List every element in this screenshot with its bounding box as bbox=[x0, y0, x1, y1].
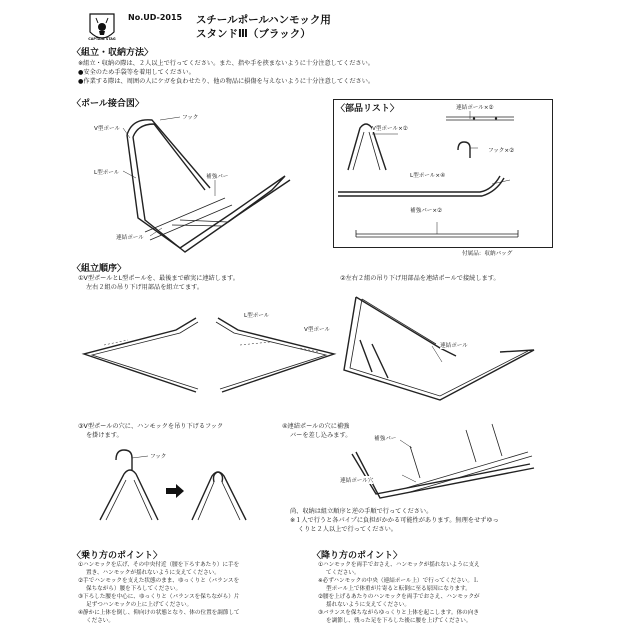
riding-line: ください。 bbox=[86, 618, 114, 624]
storage-note: くりと２人以上で行ってください。 bbox=[298, 526, 397, 533]
model-number: No.UD-2015 bbox=[128, 13, 183, 22]
v-pole-label: V型ポール bbox=[94, 126, 121, 132]
parts-l-pole-label: L型ポール×④ bbox=[410, 173, 446, 179]
storage-note: 尚、収納は組立順序と逆の手順で行ってください。 bbox=[290, 508, 433, 515]
step3-hook-label: フック bbox=[150, 454, 167, 460]
assembly-note: ●作業する際は、周囲の人にケガを負わせたり、他の物品に損傷を与えないように十分注意してください。 bbox=[78, 78, 375, 85]
riding-line: ①ハンモックを広げ、その中央付近（腰を下ろすあたり）に手を bbox=[78, 562, 240, 568]
connector-label: 連結ポール bbox=[116, 235, 144, 241]
assembly-note: ●安全のため手袋等を着用してください。 bbox=[78, 69, 195, 76]
accessory-note: 付属品：収納バッグ bbox=[462, 251, 513, 257]
riding-heading: 〈乗り方のポイント〉 bbox=[72, 551, 163, 561]
joint-diagram-heading: 〈ポール接合図〉 bbox=[72, 99, 144, 109]
step1-v-pole-label: V型ポール bbox=[304, 327, 331, 333]
step4-text: ④連結ポールの穴に補強 bbox=[282, 423, 350, 430]
exiting-line: を調節し、残った足を下ろした後に腰を上げてください。 bbox=[326, 618, 472, 624]
riding-line: ②手でハンモックを支えた状態のまま、ゆっくりと（バランスを bbox=[78, 578, 240, 584]
exiting-line: ③バランスを保ちながらゆっくりと上体を起こします。体の向き bbox=[318, 610, 479, 616]
step4-text: バーを差し込みます。 bbox=[290, 432, 352, 439]
exiting-line: 型ポール上で体重が片寄ると転倒に至る原因になります。 bbox=[326, 586, 471, 592]
hook-label: フック bbox=[182, 115, 199, 121]
exiting-line: 揺れないように支えてください。 bbox=[326, 602, 410, 608]
exiting-line: てください。 bbox=[326, 570, 360, 576]
step2-text: ②左右２組の吊り下げ用部品を連結ポールで接続します。 bbox=[340, 275, 500, 282]
parts-v-pole-label: V型ポール×② bbox=[372, 126, 408, 132]
brace-label: 補強バー bbox=[206, 174, 229, 180]
riding-line: 保ちながら）腰を下ろしてください。 bbox=[86, 586, 182, 592]
exiting-line: ①ハンモックを両手でおさえ、ハンモックが揺れないように支え bbox=[318, 562, 480, 568]
riding-line: 置き、ハンモックが揺れないように支えてください。 bbox=[86, 570, 220, 576]
parts-brace-label: 補強バー×② bbox=[410, 208, 443, 214]
exiting-line: ②腰を上げるあたりのハンモックを両手でおさえ、ハンモックが bbox=[318, 594, 480, 600]
step4-hole-label: 連結ポール穴 bbox=[340, 478, 374, 484]
step1-l-pole-label: L型ポール bbox=[244, 313, 270, 319]
step1-text: ①V型ポールとL型ポールを、最後まで確実に連結します。 bbox=[78, 275, 239, 282]
step1-text: 左右２組の吊り下げ用部品を組立てます。 bbox=[86, 284, 204, 291]
assembly-order-heading: 〈組立順序〉 bbox=[72, 264, 127, 274]
product-title-line2: スタンドⅢ（ブラック） bbox=[196, 28, 311, 40]
step3-text: ③V型ポールの穴に、ハンモックを吊り下げるフック bbox=[78, 423, 224, 430]
storage-note: ※１人で行うと各パイプに負担がかかる可能性があります。無理をせずゆっ bbox=[290, 517, 499, 524]
product-title-line1: スチールポールハンモック用 bbox=[196, 14, 331, 26]
exiting-heading: 〈降り方のポイント〉 bbox=[312, 551, 403, 561]
assembly-method-heading: 〈組立・収納方法〉 bbox=[72, 48, 154, 58]
riding-line: ④静かに上体を倒し、仰向けの状態となり、体の位置を調節して bbox=[78, 610, 240, 616]
assembly-note: ※組立・収納の際は、２人以上で行ってください。また、指や手を挟まないように十分注意してください。 bbox=[78, 60, 374, 67]
step2-connector-label: 連結ポール bbox=[440, 343, 468, 349]
step3-text: を掛けます。 bbox=[86, 432, 123, 439]
exiting-line: ※必ずハンモックの中央（連結ポール上）で行ってください。Ｌ bbox=[318, 578, 479, 584]
step4-brace-label: 補強バー bbox=[374, 436, 397, 442]
l-pole-label: L型ポール bbox=[94, 170, 120, 176]
riding-line: ③下ろした腰を中心に、ゆっくりと（バランスを保ちながら）片 bbox=[78, 594, 240, 600]
riding-line: 足ずつハンモックの上に上げてください。 bbox=[86, 602, 193, 608]
parts-list-heading: 〈部品リスト〉 bbox=[336, 104, 399, 114]
parts-hook-label: フック×② bbox=[488, 148, 515, 154]
parts-connector-label: 連結ポール×② bbox=[456, 105, 494, 111]
logo-text: CAPTAIN STAG bbox=[88, 37, 116, 41]
